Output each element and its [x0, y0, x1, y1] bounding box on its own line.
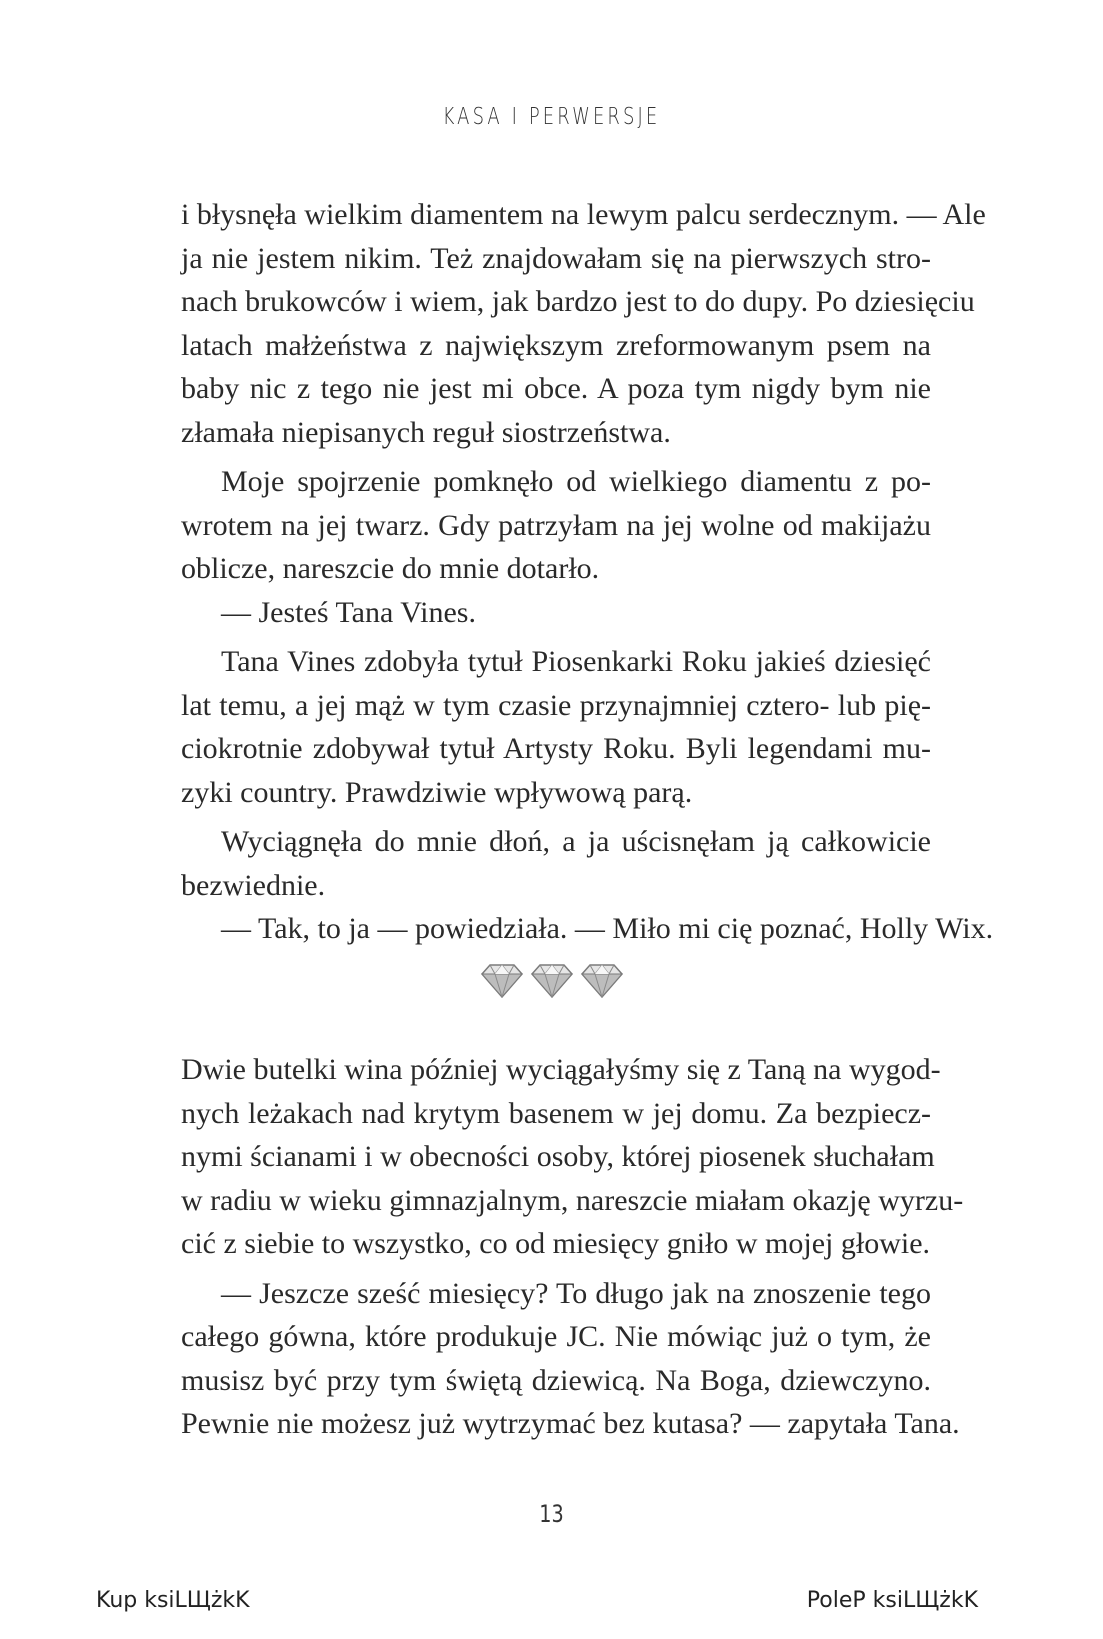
text-line: ja nie jestem nikim. Też znajdowałam się na pierwszych stro-	[181, 241, 931, 275]
text-line: musisz być przy tym świętą dziewicą. Na Boga, dziewczyno.	[181, 1363, 931, 1397]
text-line: oblicze, nareszcie do mnie dotarło.	[181, 552, 600, 585]
text-line: latach małżeństwa z największym zreformowanym psem na	[181, 328, 931, 362]
text-line: — Tak, to ja — powiedziała. — Miło mi cię poznać, Holly Wix.	[221, 912, 994, 945]
section-1-text	[181, 193, 994, 951]
text-line: nach brukowców i wiem, jak bardzo jest to do dupy. Po dziesięciu	[181, 285, 975, 318]
section-separator	[0, 961, 1103, 999]
diamond-icon	[480, 961, 524, 999]
section-2-text	[181, 1048, 964, 1446]
text-line: nymi ścianami i w obecności osoby, której piosenek słuchałam	[181, 1140, 935, 1173]
text-line: ciokrotnie zdobywał tytuł Artysty Roku. Byli legendami mu-	[181, 732, 931, 765]
text-line: baby nic z tego nie jest mi obce. A poza tym nigdy bym nie	[181, 372, 931, 405]
text-line: w radiu w wieku gimnazjalnym, nareszcie miałam okazję wyrzu-	[181, 1183, 964, 1217]
page-number: 13	[539, 1500, 564, 1528]
text-line: — Jeszcze sześć miesięcy? To długo jak na znoszenie tego	[221, 1276, 931, 1310]
text-line: i błysnęła wielkim diamentem na lewym palcu serdecznym. — Ale	[181, 198, 986, 231]
text-line: lat temu, a jej mąż w tym czasie przynajmniej cztero- lub pię-	[181, 688, 931, 722]
text-line: całego gówna, które produkuje JC. Nie mówiąc już o tym, że	[181, 1320, 931, 1353]
text-line: Dwie butelki wina później wyciągałyśmy się z Taną na wygod-	[181, 1053, 941, 1086]
text-line: cić z siebie to wszystko, co od miesięcy gniło w mojej głowie.	[181, 1227, 931, 1260]
recommend-book-link[interactable]: PoleP ksiLЩżkK	[806, 1588, 978, 1613]
diamond-icon	[530, 961, 574, 999]
text-line: nych leżakach nad krytym basenem w jej domu. Za bezpiecz-	[181, 1096, 931, 1130]
text-line: Tana Vines zdobyła tytuł Piosenkarki Roku jakieś dziesięć	[221, 645, 931, 678]
text-line: wrotem na jej twarz. Gdy patrzyłam na jej wolne od makijażu	[181, 508, 931, 542]
diamond-icon	[580, 961, 624, 999]
text-line: Wyciągnęła do mnie dłoń, a ja uścisnęłam ją całkowicie	[221, 825, 931, 858]
text-line: zyki country. Prawdziwie wpływową parą.	[181, 775, 693, 809]
text-line: bezwiednie.	[181, 868, 326, 902]
text-line: — Jesteś Tana Vines.	[221, 595, 476, 629]
buy-book-link[interactable]: Kup ksiLЩżkK	[96, 1588, 250, 1613]
text-line: złamała niepisanych reguł siostrzeństwa.	[181, 415, 671, 449]
running-header: KASA I PERWERSJE	[442, 104, 661, 130]
text-line: Moje spojrzenie pomknęło od wielkiego diamentu z po-	[221, 465, 931, 498]
text-line: Pewnie nie możesz już wytrzymać bez kutasa? — zapytała Tana.	[181, 1407, 960, 1440]
